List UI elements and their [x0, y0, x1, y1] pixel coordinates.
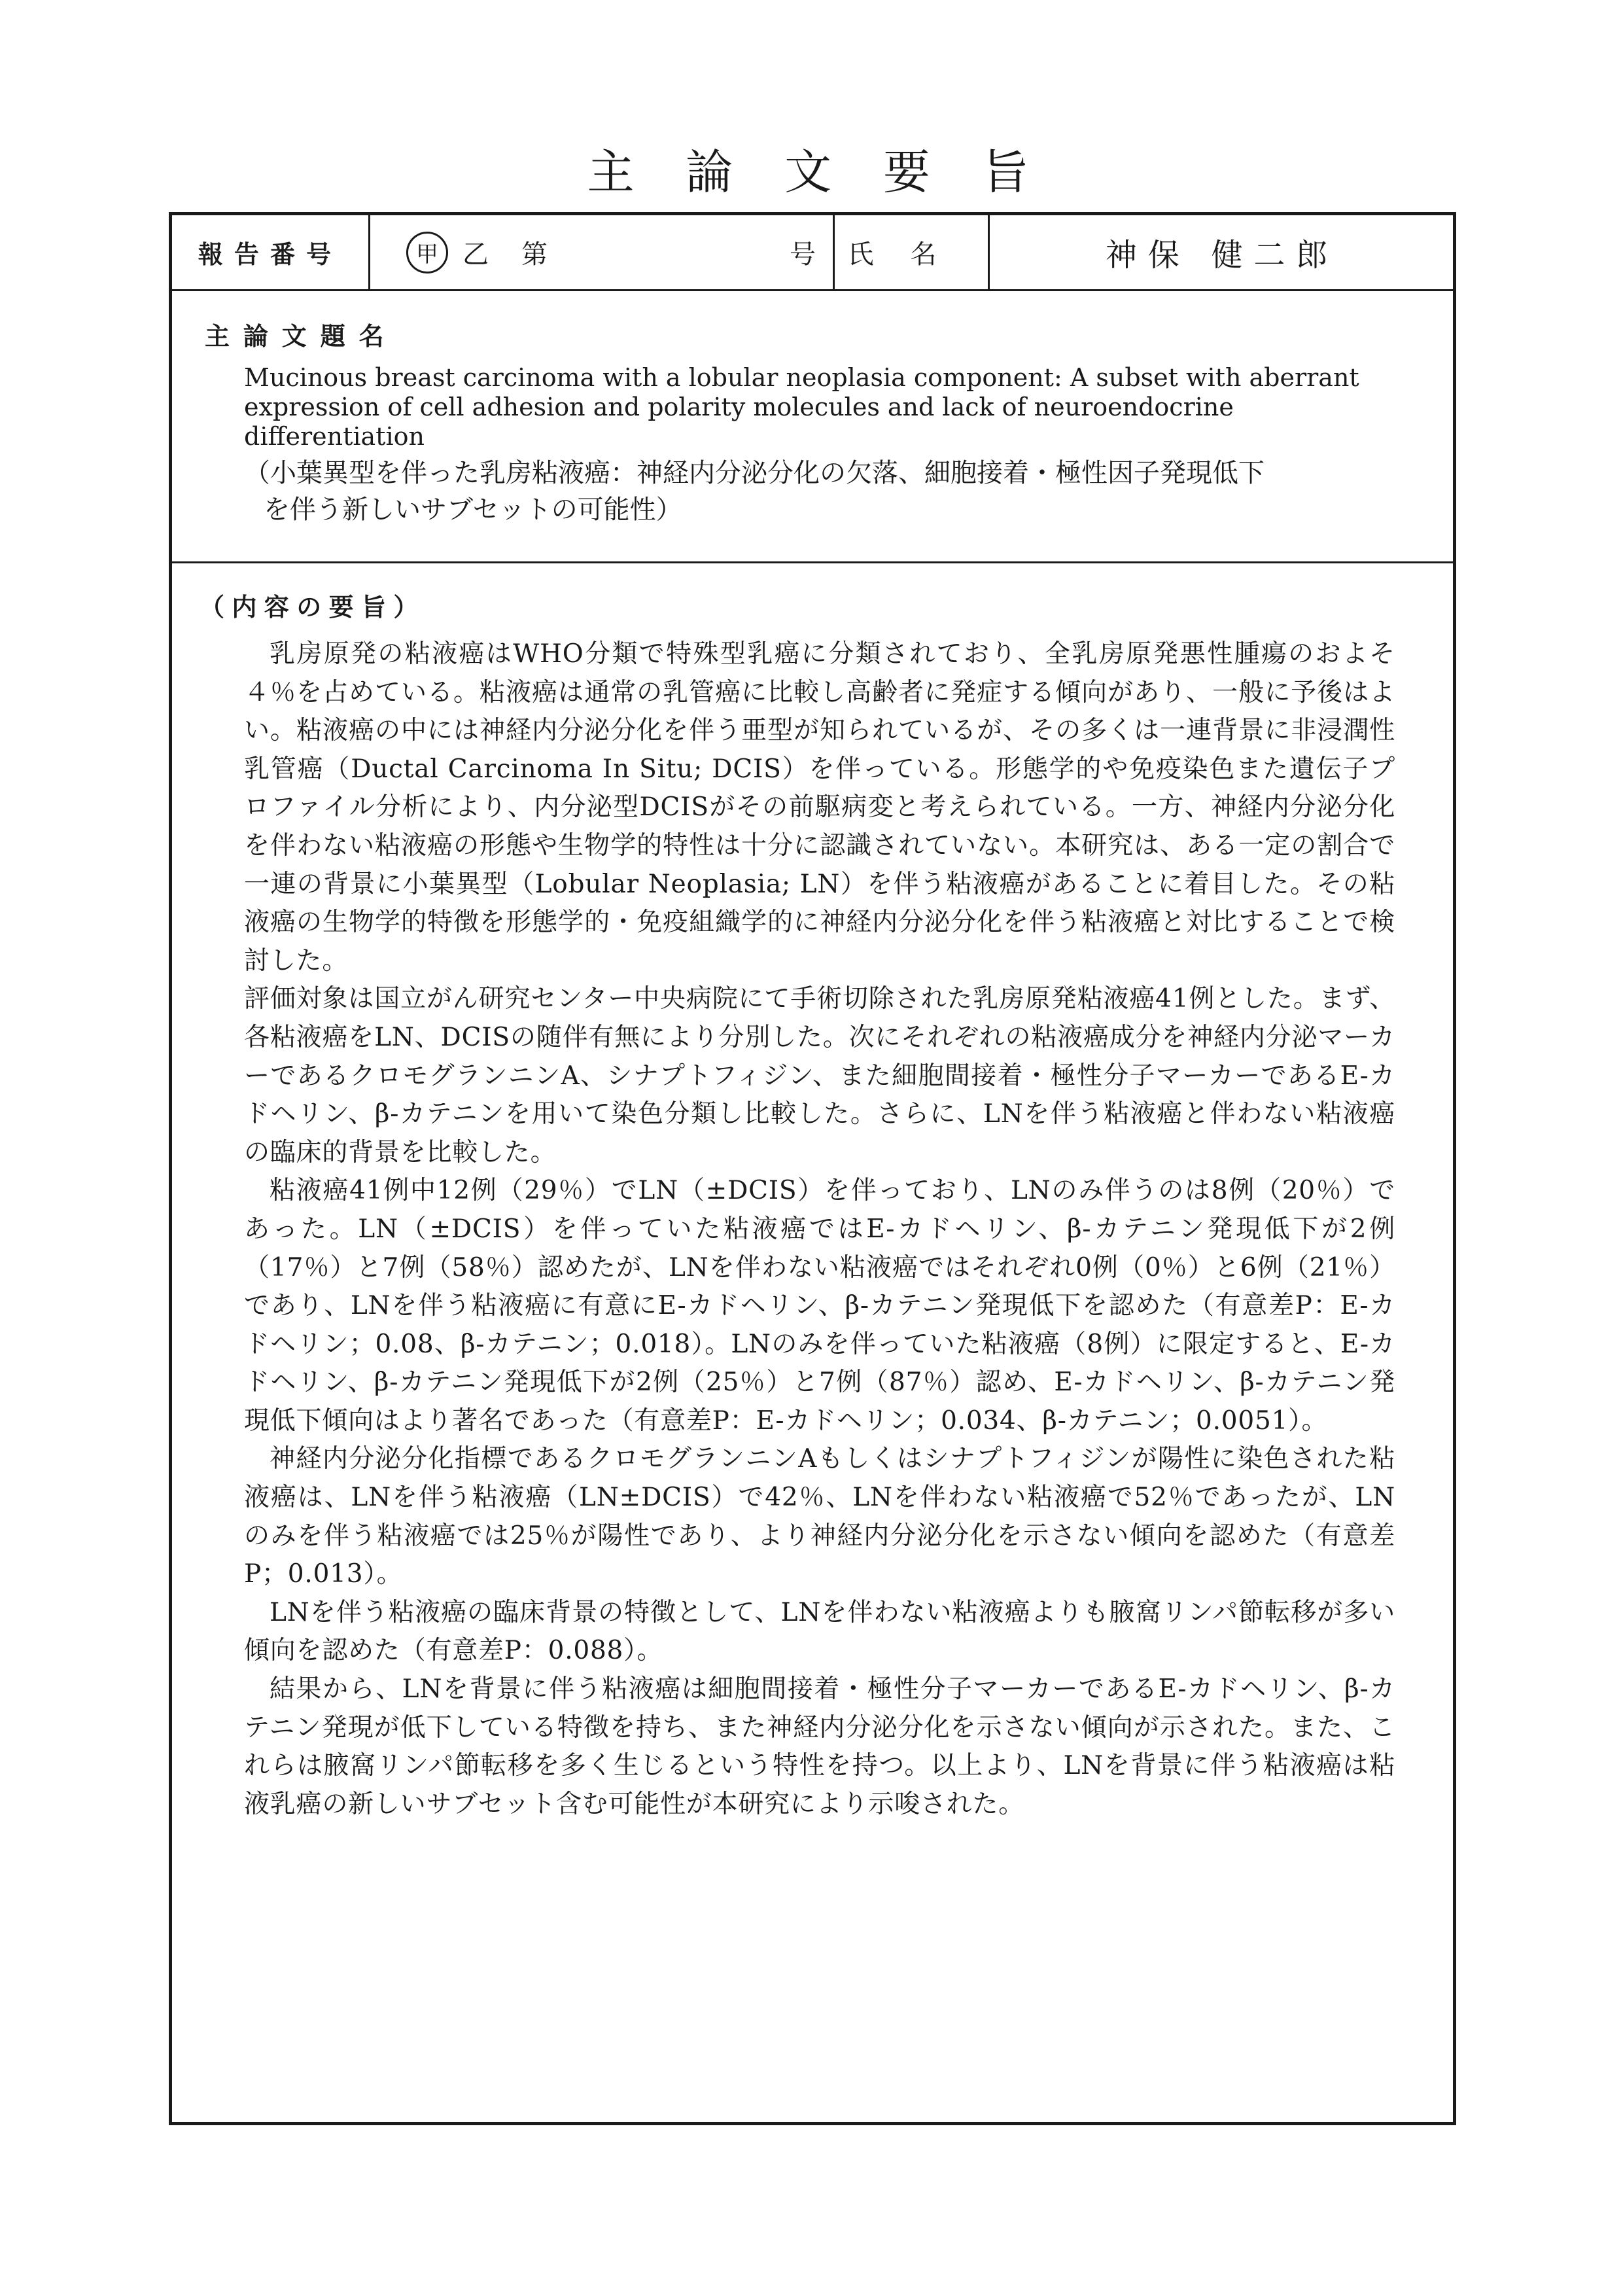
page-title-char: 主 [587, 145, 642, 200]
thesis-title-label: 主論文題名 [205, 322, 398, 351]
thesis-title-english: Mucinous breast carcinoma with a lobular neoplasia component: A subset with aberrant expression of cell adhesion and polarity molecules and lack of neuroendocrine differentiation [244, 363, 1359, 451]
circled-kou-mark: 甲 [406, 232, 448, 274]
content-summary-label: （内容の要旨） [200, 593, 426, 622]
name-label-cell [833, 215, 988, 289]
body-paragraph: 結果から、LNを背景に伴う粘液癌は細胞間接着・極性分子マーカーであるE-カドヘリン、β-カテニン発現が低下している特徴を持ち、また神経内分泌分化を示さない傾向が示された。また、これらは腋窩リンパ節転移を多く生じるという特性を持つ。以上より、LNを背景に伴う粘液癌は粘液乳癌の新しいサブセット含む可能性が本研究により示唆された。 [244, 1674, 1395, 1819]
author-name: 神保 健二郎 [1105, 237, 1339, 274]
thesis-title-japanese-line2: を伴う新しいサブセットの可能性） [264, 495, 682, 525]
page-title-char: 要 [882, 145, 937, 200]
page-title-char: 旨 [981, 145, 1036, 200]
name-value-cell [988, 215, 1456, 289]
thesis-title-japanese [244, 455, 1408, 528]
thesis-title-japanese-line1: （小葉異型を伴った乳房粘液癌：神経内分泌分化の欠落、細胞接着・極性因子発現低下 [244, 458, 1265, 488]
content-body [244, 635, 1395, 1824]
page-title [0, 134, 1623, 202]
form-frame [169, 212, 1456, 2125]
body-paragraph: 粘液癌41例中12例（29％）でLN（±DCIS）を伴っており、LNのみ伴うのは8例（20％）であった。LN（±DCIS）を伴っていた粘液癌ではE-カドヘリン、β-カテニン発現低下が2例（17％）と7例（58％）認めたが、LNを伴わない粘液癌ではそれぞれ0例（0％）と6例（21％）であり、LNを伴う粘液癌に有意にE-カドヘリン、β-カテニン発現低下を認めた（有意差P：E-カドヘリン；0.08、β-カテニン；0.018）。LNのみを伴っていた粘液癌（8例）に限定すると、E-カドヘリン、β-カテニン発現低下が2例（25％）と7例（87％）認め、E-カドヘリン、β-カテニン発現低下傾向はより著名であった（有意差P：E-カドヘリン；0.034、β-カテニン；0.0051）。 [244, 1176, 1395, 1436]
report-number-label-cell [172, 215, 368, 289]
body-paragraph: 評価対象は国立がん研究センター中央病院にて手術切除された乳房原発粘液癌41例とした。まず、各粘液癌をLN、DCISの随伴有無により分別した。次にそれぞれの粘液癌成分を神経内分泌マーカーであるクロモグランニンA、シナプトフィジン、また細胞間接着・極性分子マーカーであるE-カドヘリン、β-カテニンを用いて染色分類し比較した。さらに、LNを伴う粘液癌と伴わない粘液癌の臨床的背景を比較した。 [244, 984, 1395, 1167]
dai-text: 第 [521, 239, 548, 270]
page-title-char: 論 [686, 145, 741, 200]
thesis-title-section [172, 291, 1453, 563]
body-paragraph: LNを伴う粘液癌の臨床背景の特徴として、LNを伴わない粘液癌よりも腋窩リンパ節転移が多い傾向を認めた（有意差P：0.088）。 [244, 1597, 1395, 1666]
report-number-row [172, 215, 1453, 291]
body-paragraph: 神経内分泌分化指標であるクロモグランニンAもしくはシナプトフィジンが陽性に染色された粘液癌は、LNを伴う粘液癌（LN±DCIS）で42％、LNを伴わない粘液癌で52％であったが、LNのみを伴う粘液癌では25％が陽性であり、より神経内分泌分化を示さない傾向を認めた（有意差P；0.013）。 [244, 1444, 1395, 1589]
otsu-text: 乙 [462, 239, 489, 270]
page-title-char: 文 [784, 145, 839, 200]
report-number-label: 報告番号 [198, 240, 343, 269]
body-paragraph: 乳房原発の粘液癌はWHO分類で特殊型乳癌に分類されており、全乳房原発悪性腫瘍のおよそ４％を占めている。粘液癌は通常の乳管癌に比較し高齢者に発症する傾向があり、一般に予後はよい。粘液癌の中には神経内分泌分化を伴う亜型が知られているが、その多くは一連背景に非浸潤性乳管癌（Ductal Carcinoma In Situ; DCIS）を伴っている。形態学的や免疫染色また遺伝子プロファイル分析により、内分泌型DCISがその前駆病変と考えられている。一方、神経内分泌分化を伴わない粘液癌の形態や生物学的特性は十分に認識されていない。本研究は、ある一定の割合で一連の背景に小葉異型（Lobular Neoplasia; LN）を伴う粘液癌があることに着目した。その粘液癌の生物学的特徴を形態学的・免疫組織学的に神経内分泌分化を伴う粘液癌と対比することで検討した。 [244, 639, 1395, 976]
name-label: 氏名 [847, 239, 973, 270]
go-text: 号 [790, 239, 816, 270]
